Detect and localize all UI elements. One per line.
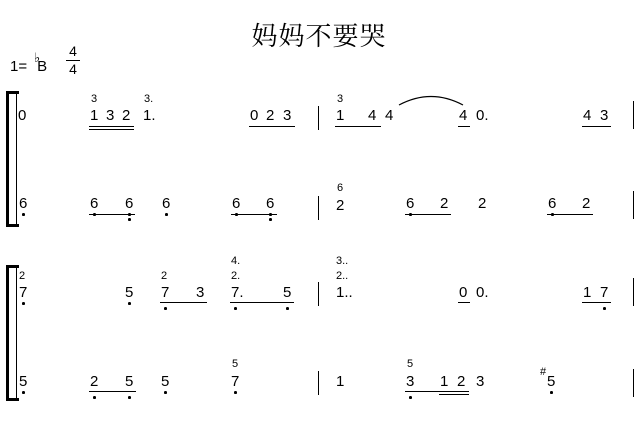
upper-note: 5 bbox=[407, 358, 414, 370]
note: 2 bbox=[122, 107, 131, 124]
dot bbox=[93, 213, 96, 216]
underline bbox=[249, 126, 295, 127]
barline bbox=[318, 196, 319, 220]
note: 6 bbox=[162, 195, 171, 212]
note: 3 bbox=[476, 373, 485, 390]
note: 6 bbox=[548, 195, 557, 212]
note: 6 bbox=[266, 195, 275, 212]
dot bbox=[128, 396, 131, 399]
note: 3 bbox=[406, 373, 415, 390]
dot bbox=[128, 213, 131, 216]
upper-note: 2. bbox=[231, 270, 241, 282]
upper-note: 2 bbox=[19, 270, 26, 282]
underline bbox=[89, 126, 134, 127]
note: 1 bbox=[336, 373, 345, 390]
note: 6 bbox=[232, 195, 241, 212]
dot bbox=[22, 391, 25, 394]
note: 5 bbox=[125, 284, 134, 301]
dot bbox=[550, 391, 553, 394]
dot bbox=[603, 307, 606, 310]
note: 4 bbox=[459, 107, 468, 124]
dot bbox=[235, 213, 238, 216]
system-bracket-1-inner bbox=[16, 91, 17, 227]
dot bbox=[234, 307, 237, 310]
tie bbox=[398, 94, 464, 106]
note: 2 bbox=[440, 195, 449, 212]
note: 1. bbox=[143, 107, 156, 124]
time-top: 4 bbox=[69, 43, 77, 59]
upper-note: 3 bbox=[337, 93, 344, 105]
note: 0. bbox=[476, 284, 489, 301]
note: 4 bbox=[385, 107, 394, 124]
underline bbox=[458, 302, 470, 303]
note: 2 bbox=[266, 107, 275, 124]
underline bbox=[582, 126, 611, 127]
note: 4 bbox=[368, 107, 377, 124]
note: 6 bbox=[19, 195, 28, 212]
note: 5 bbox=[283, 284, 292, 301]
underline bbox=[458, 126, 470, 127]
dot bbox=[165, 213, 168, 216]
note: 7 bbox=[161, 284, 170, 301]
dot bbox=[234, 391, 237, 394]
note: 7. bbox=[231, 284, 244, 301]
upper-note: 5 bbox=[232, 358, 239, 370]
note: 7 bbox=[19, 284, 28, 301]
upper-note: 3 bbox=[91, 93, 98, 105]
note: 0. bbox=[476, 107, 489, 124]
note: 2 bbox=[90, 373, 99, 390]
upper-note: 3. bbox=[144, 93, 154, 105]
dot bbox=[164, 391, 167, 394]
note: 2 bbox=[457, 373, 466, 390]
dot bbox=[269, 218, 272, 221]
note: 1 bbox=[336, 107, 345, 124]
note: 3 bbox=[106, 107, 115, 124]
underline bbox=[89, 129, 134, 130]
note: 0 bbox=[18, 107, 27, 124]
underline bbox=[230, 302, 294, 303]
dot bbox=[93, 396, 96, 399]
underline bbox=[405, 391, 469, 392]
dot bbox=[286, 307, 289, 310]
underline bbox=[439, 394, 469, 395]
system-bracket-2-inner bbox=[16, 265, 17, 401]
dot bbox=[551, 213, 554, 216]
note: 1.. bbox=[336, 284, 353, 301]
dot bbox=[22, 302, 25, 305]
barline bbox=[318, 371, 319, 395]
upper-note: 2.. bbox=[336, 270, 349, 282]
note: 1 bbox=[583, 284, 592, 301]
underline bbox=[160, 302, 207, 303]
note: 0 bbox=[459, 284, 468, 301]
note: 3 bbox=[600, 107, 609, 124]
upper-note: 3.. bbox=[336, 255, 349, 267]
note: 3 bbox=[196, 284, 205, 301]
system-bracket-2 bbox=[6, 265, 19, 401]
upper-note: 6 bbox=[337, 182, 344, 194]
underline bbox=[547, 214, 593, 215]
page-title: 妈妈不要哭 bbox=[251, 22, 387, 52]
dot bbox=[409, 396, 412, 399]
dot bbox=[128, 218, 131, 221]
key-signature bbox=[10, 50, 48, 75]
dot bbox=[269, 213, 272, 216]
barline bbox=[318, 282, 319, 306]
barline bbox=[633, 278, 634, 306]
note: 0 bbox=[250, 107, 259, 124]
barline bbox=[633, 101, 634, 129]
sharp-sign: # bbox=[540, 366, 547, 378]
key-note: B bbox=[37, 58, 48, 75]
upper-note: 4. bbox=[231, 255, 241, 267]
key-prefix: 1= bbox=[10, 58, 28, 75]
note: 5 bbox=[19, 373, 28, 390]
dot bbox=[128, 302, 131, 305]
note: 2 bbox=[582, 195, 591, 212]
underline bbox=[582, 302, 611, 303]
flat-sign: ♭ bbox=[34, 50, 41, 65]
note: 4 bbox=[583, 107, 592, 124]
dot bbox=[164, 307, 167, 310]
underline bbox=[335, 126, 381, 127]
note: 5 bbox=[161, 373, 170, 390]
note: 6 bbox=[406, 195, 415, 212]
barline bbox=[318, 106, 319, 130]
time-signature bbox=[66, 44, 80, 77]
dot bbox=[22, 213, 25, 216]
note: 6 bbox=[125, 195, 134, 212]
barline bbox=[633, 191, 634, 219]
note: 1 bbox=[90, 107, 99, 124]
note: 7 bbox=[600, 284, 609, 301]
note: 1 bbox=[440, 373, 449, 390]
note: 5 bbox=[547, 373, 556, 390]
time-bottom: 4 bbox=[69, 61, 77, 77]
underline bbox=[89, 391, 136, 392]
note: 2 bbox=[336, 197, 345, 214]
upper-note: 2 bbox=[161, 270, 168, 282]
note: 5 bbox=[125, 373, 134, 390]
barline bbox=[633, 369, 634, 397]
note: 7 bbox=[231, 373, 240, 390]
note: 3 bbox=[283, 107, 292, 124]
note: 2 bbox=[478, 195, 487, 212]
note: 6 bbox=[90, 195, 99, 212]
underline bbox=[405, 214, 451, 215]
dot bbox=[409, 213, 412, 216]
